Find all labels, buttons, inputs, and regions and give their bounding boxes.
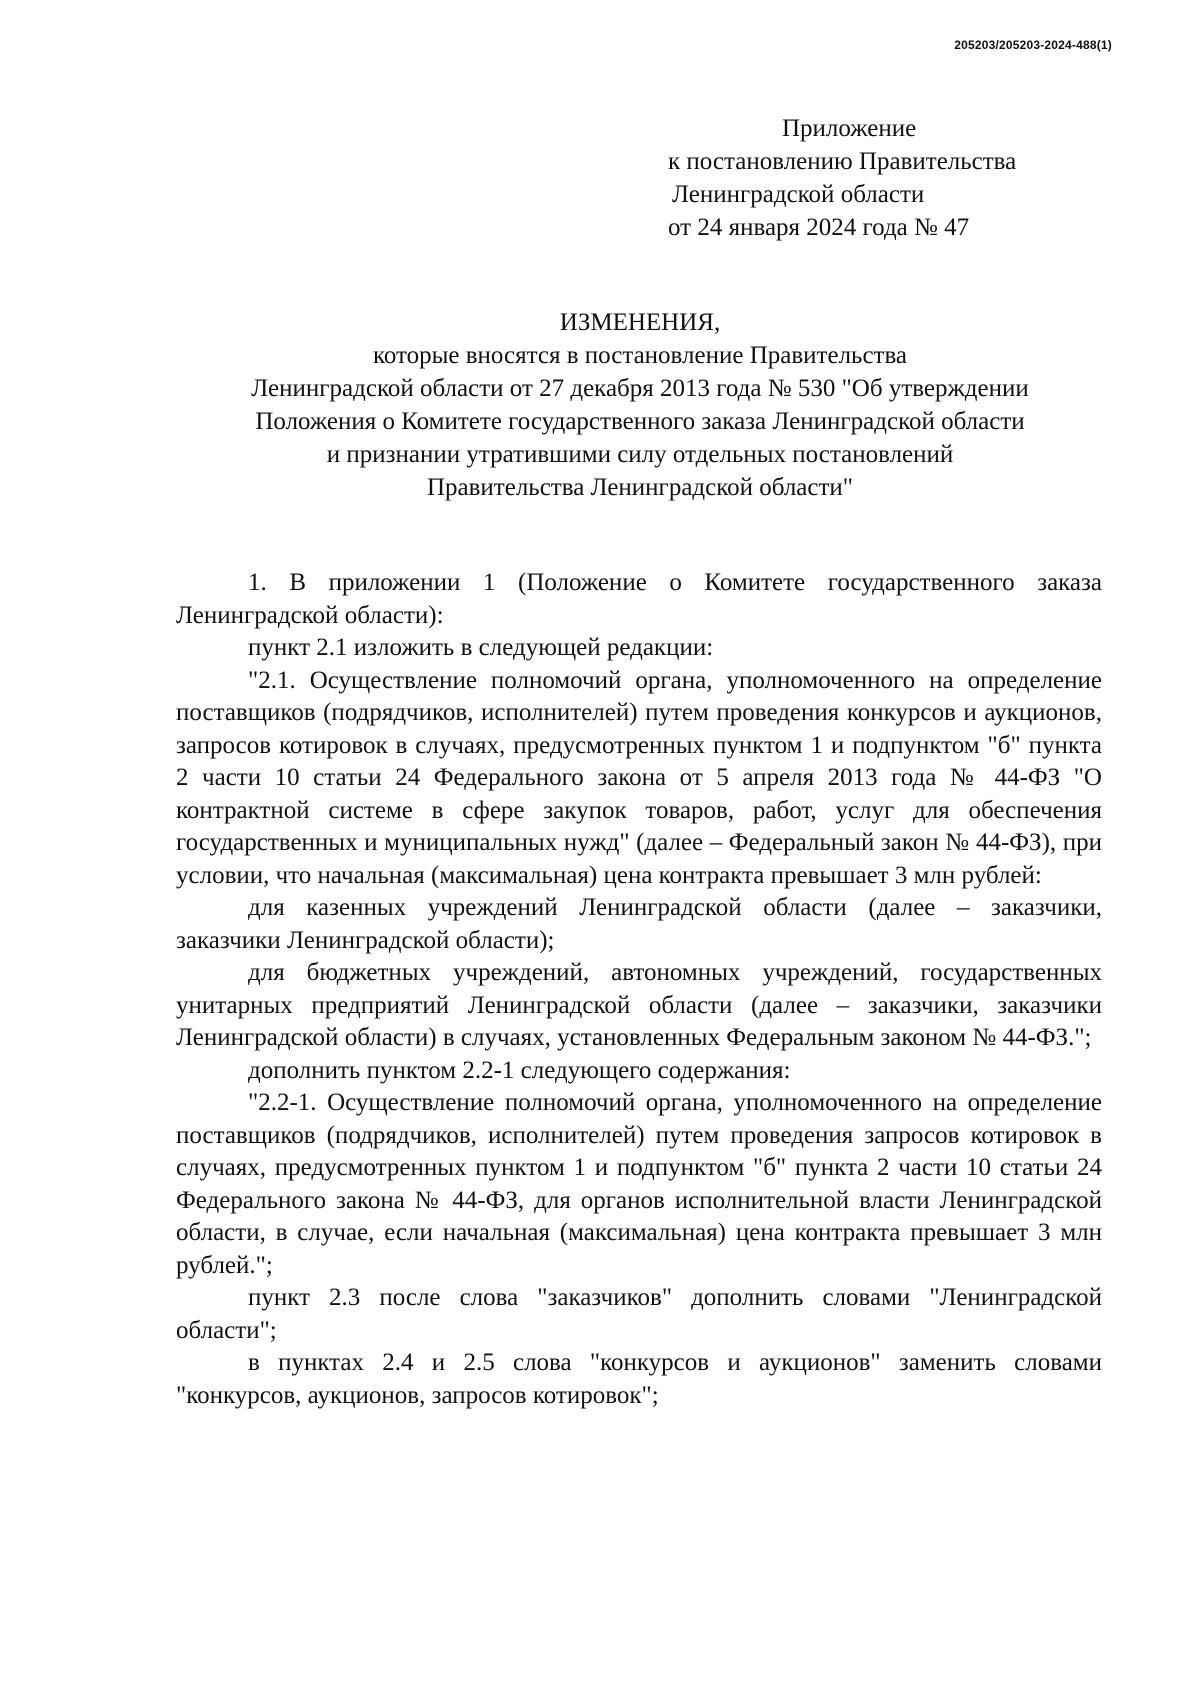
body-paragraph: для бюджетных учреждений, автономных учреждений, государственных унитарных предприятий Ленинградской области (далее – заказчики, заказчики Ленинградской области) в случаях, установленных Федеральным законом № 44-ФЗ."; <box>176 959 1102 1051</box>
body-paragraph: "2.1. Осуществление полномочий органа, уполномоченного на определение поставщиков (подрядчиков, исполнителей) путем проведения конкурсов и аукционов, запросов котировок в случаях, предусмотренных пунктом 1 и подпунктом "б" пункта 2 части 10 статьи 24 Федерального закона от 5 апреля 2013 года № 44-ФЗ "О контрактной системе в сфере закупок товаров, работ, услуг для обеспечения государственных и муниципальных нужд" (далее – Федеральный закон № 44-ФЗ), при условии, что начальная (максимальная) цена контракта превышает 3 млн рублей: <box>176 666 1102 889</box>
title-line: которые вносятся в постановление Правительства <box>372 342 908 369</box>
body-paragraph: "2.2-1. Осуществление полномочий органа, уполномоченного на определение поставщиков (подрядчиков, исполнителей) путем проведения запросов котировок в случаях, предусмотренных пунктом 1 и подпунктом "б" пункта 2 части 10 статьи 24 Федерального закона № 44-ФЗ, для органов исполнительной власти Ленинградской области, в случае, если начальная (максимальная) цена контракта превышает 3 млн рублей."; <box>176 1089 1102 1279</box>
title-line: и признании утратившими силу отдельных постановлений <box>326 441 954 468</box>
body-paragraph: пункт 2.1 изложить в следующей редакции: <box>248 634 714 661</box>
document-body <box>176 567 1102 1412</box>
body-paragraph: пункт 2.3 после слова "заказчиков" дополнить словами "Ленинградской области"; <box>176 1284 1102 1344</box>
title-line: Положения о Комитете государственного заказа Ленинградской области <box>255 408 1025 435</box>
appendix-line-region: Ленинградской области <box>672 181 925 208</box>
title-line: Ленинградской области от 27 декабря 2013 года № 530 "Об утверждении <box>251 375 1029 402</box>
appendix-line-date: от 24 января 2024 года № 47 <box>668 214 970 241</box>
body-paragraph: 1. В приложении 1 (Положение о Комитете государственного заказа Ленинградской области): <box>176 569 1102 629</box>
document-registration-number: 205203/205203-2024-488(1) <box>954 38 1112 52</box>
appendix-label: Приложение <box>782 115 917 142</box>
body-paragraph: для казенных учреждений Ленинградской области (далее – заказчики, заказчики Ленинградской области); <box>176 894 1102 954</box>
appendix-line-resolution: к постановлению Правительства <box>668 148 1017 175</box>
document-title-block <box>170 306 1110 504</box>
body-paragraph: дополнить пунктом 2.2-1 следующего содержания: <box>248 1056 791 1084</box>
appendix-reference-block <box>668 112 1016 244</box>
title-line: Правительства Ленинградской области" <box>426 474 854 501</box>
document-heading: ИЗМЕНЕНИЯ, <box>559 309 721 336</box>
body-paragraph: в пунктах 2.4 и 2.5 слова "конкурсов и аукционов" заменить словами "конкурсов, аукционов, запросов котировок"; <box>176 1349 1102 1409</box>
